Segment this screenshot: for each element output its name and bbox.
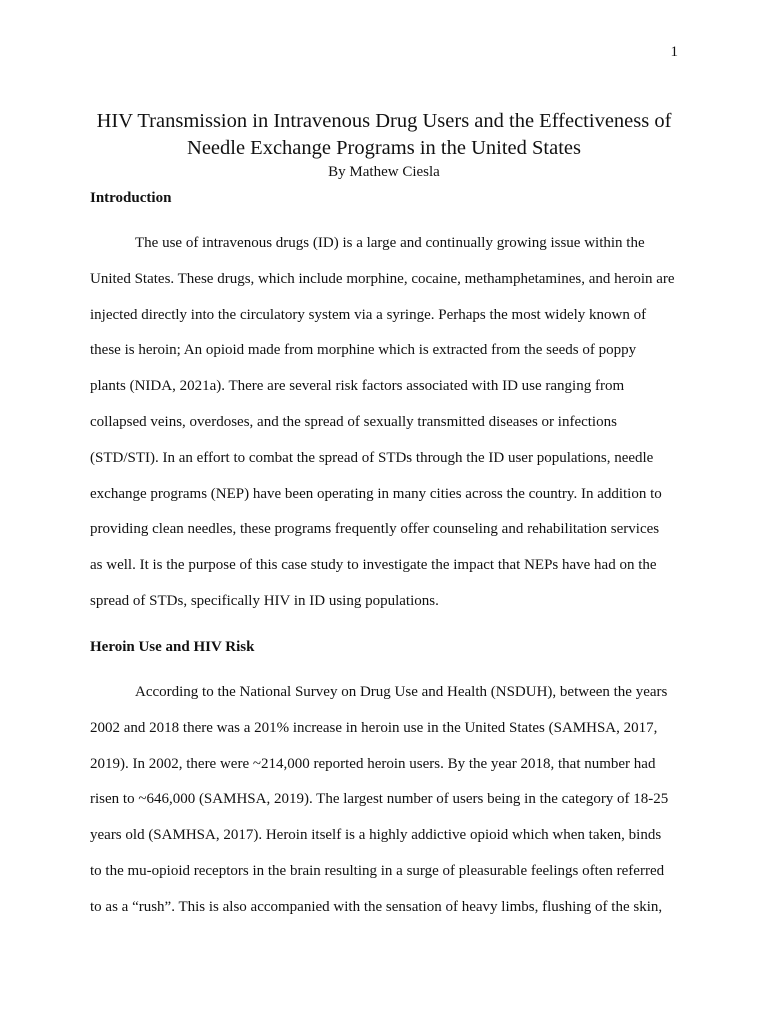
page-number: 1 xyxy=(670,44,678,60)
text-line: 2019). In 2002, there were ~214,000 reported heroin users. By the year 2018, that number had xyxy=(90,755,656,772)
text-line: plants (NIDA, 2021a). There are several risk factors associated with ID use ranging from xyxy=(90,378,625,395)
text-line: The use of intravenous drugs (ID) is a large and continually growing issue within the xyxy=(135,235,645,251)
text-line: to as a “rush”. This is also accompanied with the sensation of heavy limbs, flushing of the skin, xyxy=(90,898,663,915)
text-line: risen to ~646,000 (SAMHSA, 2019). The largest number of users being in the category of 18-25 xyxy=(90,791,669,808)
text-line: collapsed veins, overdoses, and the spread of sexually transmitted diseases or infections xyxy=(90,413,617,430)
title-line: Needle Exchange Programs in the United States xyxy=(187,137,581,159)
text-line: injected directly into the circulatory system via a syringe. Perhaps the most widely known of xyxy=(90,306,647,323)
text-line: United States. These drugs, which include morphine, cocaine, methamphetamines, and heroin are xyxy=(90,270,675,287)
text-line: years old (SAMHSA, 2017). Heroin itself is a highly addictive opioid which when taken, binds xyxy=(90,827,662,844)
title-block xyxy=(90,108,678,182)
introduction-paragraph xyxy=(90,226,680,620)
text-line: providing clean needles, these programs frequently offer counseling and rehabilitation services xyxy=(90,521,660,538)
text-line: exchange programs (NEP) have been operating in many cities across the country. In addition to xyxy=(90,485,662,502)
text-line: 2002 and 2018 there was a 201% increase in heroin use in the United States (SAMHSA, 2017, xyxy=(90,719,658,736)
section-heading-introduction: Introduction xyxy=(90,190,172,206)
text-line: spread of STDs, specifically HIV in ID using populations. xyxy=(90,592,439,609)
text-line: these is heroin; An opioid made from morphine which is extracted from the seeds of poppy xyxy=(90,342,637,359)
text-line: as well. It is the purpose of this case study to investigate the impact that NEPs have had on the xyxy=(90,557,657,574)
heroin-use-paragraph xyxy=(90,675,680,926)
author-byline: By Mathew Ciesla xyxy=(328,164,440,180)
section-heading-heroin-use: Heroin Use and HIV Risk xyxy=(90,639,255,655)
text-line: According to the National Survey on Drug Use and Health (NSDUH), between the years xyxy=(135,684,668,700)
title-line: HIV Transmission in Intravenous Drug Users and the Effectiveness of xyxy=(96,110,672,132)
text-line: (STD/STI). In an effort to combat the spread of STDs through the ID user populations, needle xyxy=(90,449,654,466)
text-line: to the mu-opioid receptors in the brain resulting in a surge of pleasurable feelings often referred xyxy=(90,862,665,879)
